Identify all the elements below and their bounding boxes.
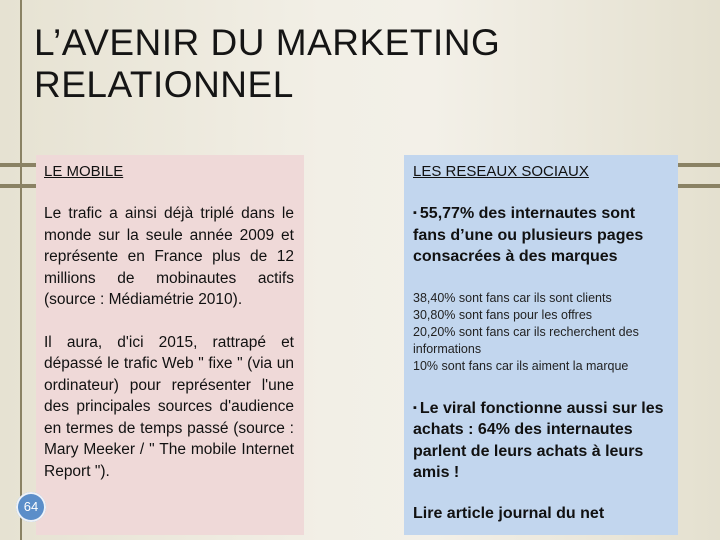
social-networks-panel bbox=[404, 155, 678, 535]
mobile-panel bbox=[36, 155, 304, 535]
slide-title-line-2: RELATIONNEL bbox=[34, 64, 294, 105]
square-bullet-icon: ▪ bbox=[413, 401, 417, 414]
decorative-rule-left-top bbox=[0, 163, 40, 167]
social-bullet-2 bbox=[413, 398, 672, 484]
social-bullet-1-text: 55,77% des internautes sont fans d’une ou plusieurs pages consacrées à des marques bbox=[413, 205, 644, 265]
mobile-panel-heading: LE MOBILE bbox=[44, 163, 124, 180]
social-bullet-1 bbox=[413, 203, 672, 268]
list-item: 20,20% sont fans car ils recherchent des informations bbox=[413, 324, 639, 356]
slide-title bbox=[34, 22, 500, 106]
mobile-paragraph-2: Il aura, d'ici 2015, rattrapé et dépassé le trafic Web " fixe " (via un ordinateur) pour représenter l'une des principales sources d'audience en termes de temps passé (source : Mary Meeker / " The mobile Internet Report "). bbox=[44, 333, 294, 480]
decorative-rule-right-top bbox=[678, 163, 720, 167]
social-bullet-2-text: Le viral fonctionne aussi sur les achats : 64% des internautes parlent de leurs achats à leurs amis ! bbox=[413, 399, 664, 481]
fan-stats-list bbox=[413, 290, 672, 375]
list-item: 30,80% sont fans pour les offres bbox=[413, 307, 593, 322]
article-reference: Lire article journal du net bbox=[413, 505, 605, 522]
decorative-rule-right-bottom bbox=[678, 184, 720, 188]
page-number-badge: 64 bbox=[16, 492, 46, 522]
square-bullet-icon: ▪ bbox=[413, 207, 417, 219]
slide-title-line-1: L’AVENIR DU MARKETING bbox=[34, 22, 501, 63]
list-item: 38,40% sont fans car ils sont clients bbox=[413, 290, 612, 305]
social-panel-heading: LES RESEAUX SOCIAUX bbox=[413, 163, 589, 180]
decorative-rule-left-bottom bbox=[0, 184, 40, 188]
list-item: 10% sont fans car ils aiment la marque bbox=[413, 358, 629, 373]
left-vertical-rule bbox=[20, 0, 22, 540]
mobile-paragraph-1: Le trafic a ainsi déjà triplé dans le monde sur la seule année 2009 et représente en France plus de 12 millions de mobinautes actifs (source : Médiamétrie 2010). bbox=[44, 205, 294, 308]
